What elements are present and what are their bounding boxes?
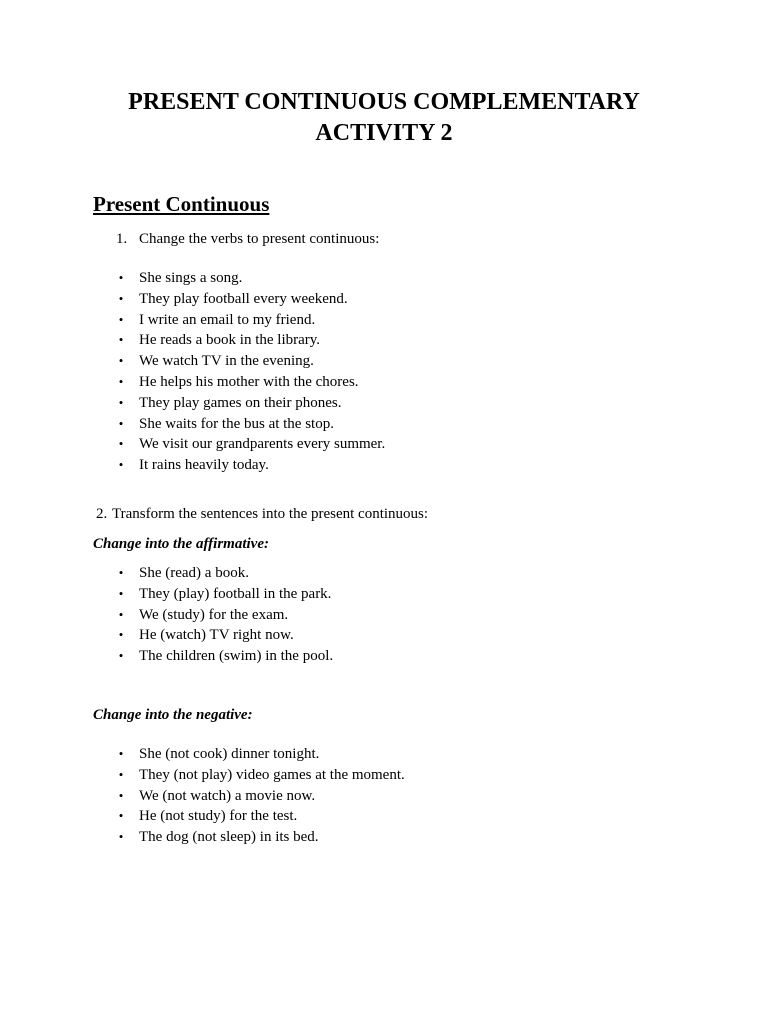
list-item bbox=[0, 646, 333, 667]
affirmative-subheading: Change into the affirmative: bbox=[93, 536, 269, 552]
page-title bbox=[0, 87, 768, 149]
affirmative-list bbox=[0, 563, 333, 667]
list-item-text: He helps his mother with the chores. bbox=[139, 373, 359, 390]
list-item-text: We (not watch) a movie now. bbox=[139, 787, 316, 804]
list-item bbox=[0, 289, 385, 310]
bullet-icon: • bbox=[118, 787, 124, 803]
list-item-text: We (study) for the exam. bbox=[139, 606, 289, 623]
bullet-icon: • bbox=[118, 766, 124, 782]
bullet-icon: • bbox=[118, 565, 124, 580]
bullet-icon: • bbox=[118, 394, 124, 410]
bullet-icon: • bbox=[118, 606, 124, 622]
list-item-text: She (read) a book. bbox=[139, 565, 249, 581]
bullet-icon: • bbox=[118, 332, 124, 348]
list-item-text: They (not play) video games at the moment. bbox=[139, 766, 405, 783]
exercise-2-instruction bbox=[96, 504, 428, 524]
list-item bbox=[0, 744, 405, 765]
list-item bbox=[0, 625, 333, 646]
bullet-icon: • bbox=[118, 436, 124, 452]
title-line-1: PRESENT CONTINUOUS COMPLEMENTARY bbox=[128, 89, 640, 115]
list-item bbox=[0, 330, 385, 351]
list-item bbox=[0, 414, 385, 435]
list-item bbox=[0, 372, 385, 393]
bullet-icon: • bbox=[118, 457, 124, 473]
negative-list bbox=[0, 744, 405, 848]
list-item-text: He reads a book in the library. bbox=[139, 332, 321, 349]
list-item-text: He (not study) for the test. bbox=[139, 808, 298, 825]
bullet-icon: • bbox=[118, 746, 124, 761]
list-item-text: It rains heavily today. bbox=[139, 457, 269, 474]
list-item-text: She waits for the bus at the stop. bbox=[139, 415, 334, 432]
list-item bbox=[0, 310, 385, 331]
list-item bbox=[0, 806, 405, 827]
bullet-icon: • bbox=[118, 290, 124, 306]
list-item bbox=[0, 563, 333, 584]
exercise-1-list bbox=[0, 268, 385, 476]
list-item-text: The dog (not sleep) in its bed. bbox=[139, 829, 319, 846]
exercise-2-number: 2. bbox=[96, 506, 108, 522]
list-item bbox=[0, 584, 333, 605]
list-item-text: They play games on their phones. bbox=[139, 394, 342, 411]
list-item bbox=[0, 351, 385, 372]
list-item-text: I write an email to my friend. bbox=[139, 311, 316, 328]
list-item bbox=[0, 455, 385, 476]
bullet-icon: • bbox=[118, 585, 124, 601]
bullet-icon: • bbox=[118, 270, 124, 285]
list-item-text: We visit our grandparents every summer. bbox=[139, 436, 386, 453]
exercise-1-number: 1. bbox=[116, 231, 128, 247]
bullet-icon: • bbox=[118, 353, 124, 369]
bullet-icon: • bbox=[118, 829, 124, 845]
list-item bbox=[0, 786, 405, 807]
list-item-text: She (not cook) dinner tonight. bbox=[139, 746, 320, 762]
list-item bbox=[0, 393, 385, 414]
bullet-icon: • bbox=[118, 311, 124, 327]
bullet-icon: • bbox=[118, 627, 124, 643]
section-heading: Present Continuous bbox=[93, 192, 270, 216]
list-item bbox=[0, 434, 385, 455]
exercise-1-text: Change the verbs to present continuous: bbox=[139, 231, 380, 247]
list-item-text: They play football every weekend. bbox=[139, 290, 348, 307]
list-item bbox=[0, 268, 385, 289]
list-item bbox=[0, 827, 405, 848]
list-item-text: The children (swim) in the pool. bbox=[139, 648, 334, 665]
list-item-text: She sings a song. bbox=[139, 270, 243, 286]
list-item-text: They (play) football in the park. bbox=[139, 585, 332, 602]
negative-subheading: Change into the negative: bbox=[93, 707, 253, 723]
exercise-2-text: Transform the sentences into the present continuous: bbox=[112, 506, 429, 522]
list-item bbox=[0, 765, 405, 786]
bullet-icon: • bbox=[118, 415, 124, 431]
bullet-icon: • bbox=[118, 808, 124, 824]
bullet-icon: • bbox=[118, 648, 124, 664]
bullet-icon: • bbox=[118, 373, 124, 389]
list-item-text: He (watch) TV right now. bbox=[139, 627, 294, 644]
exercise-1-instruction bbox=[116, 229, 379, 249]
list-item bbox=[0, 605, 333, 626]
list-item-text: We watch TV in the evening. bbox=[139, 353, 314, 370]
title-line-2: ACTIVITY 2 bbox=[315, 120, 453, 146]
